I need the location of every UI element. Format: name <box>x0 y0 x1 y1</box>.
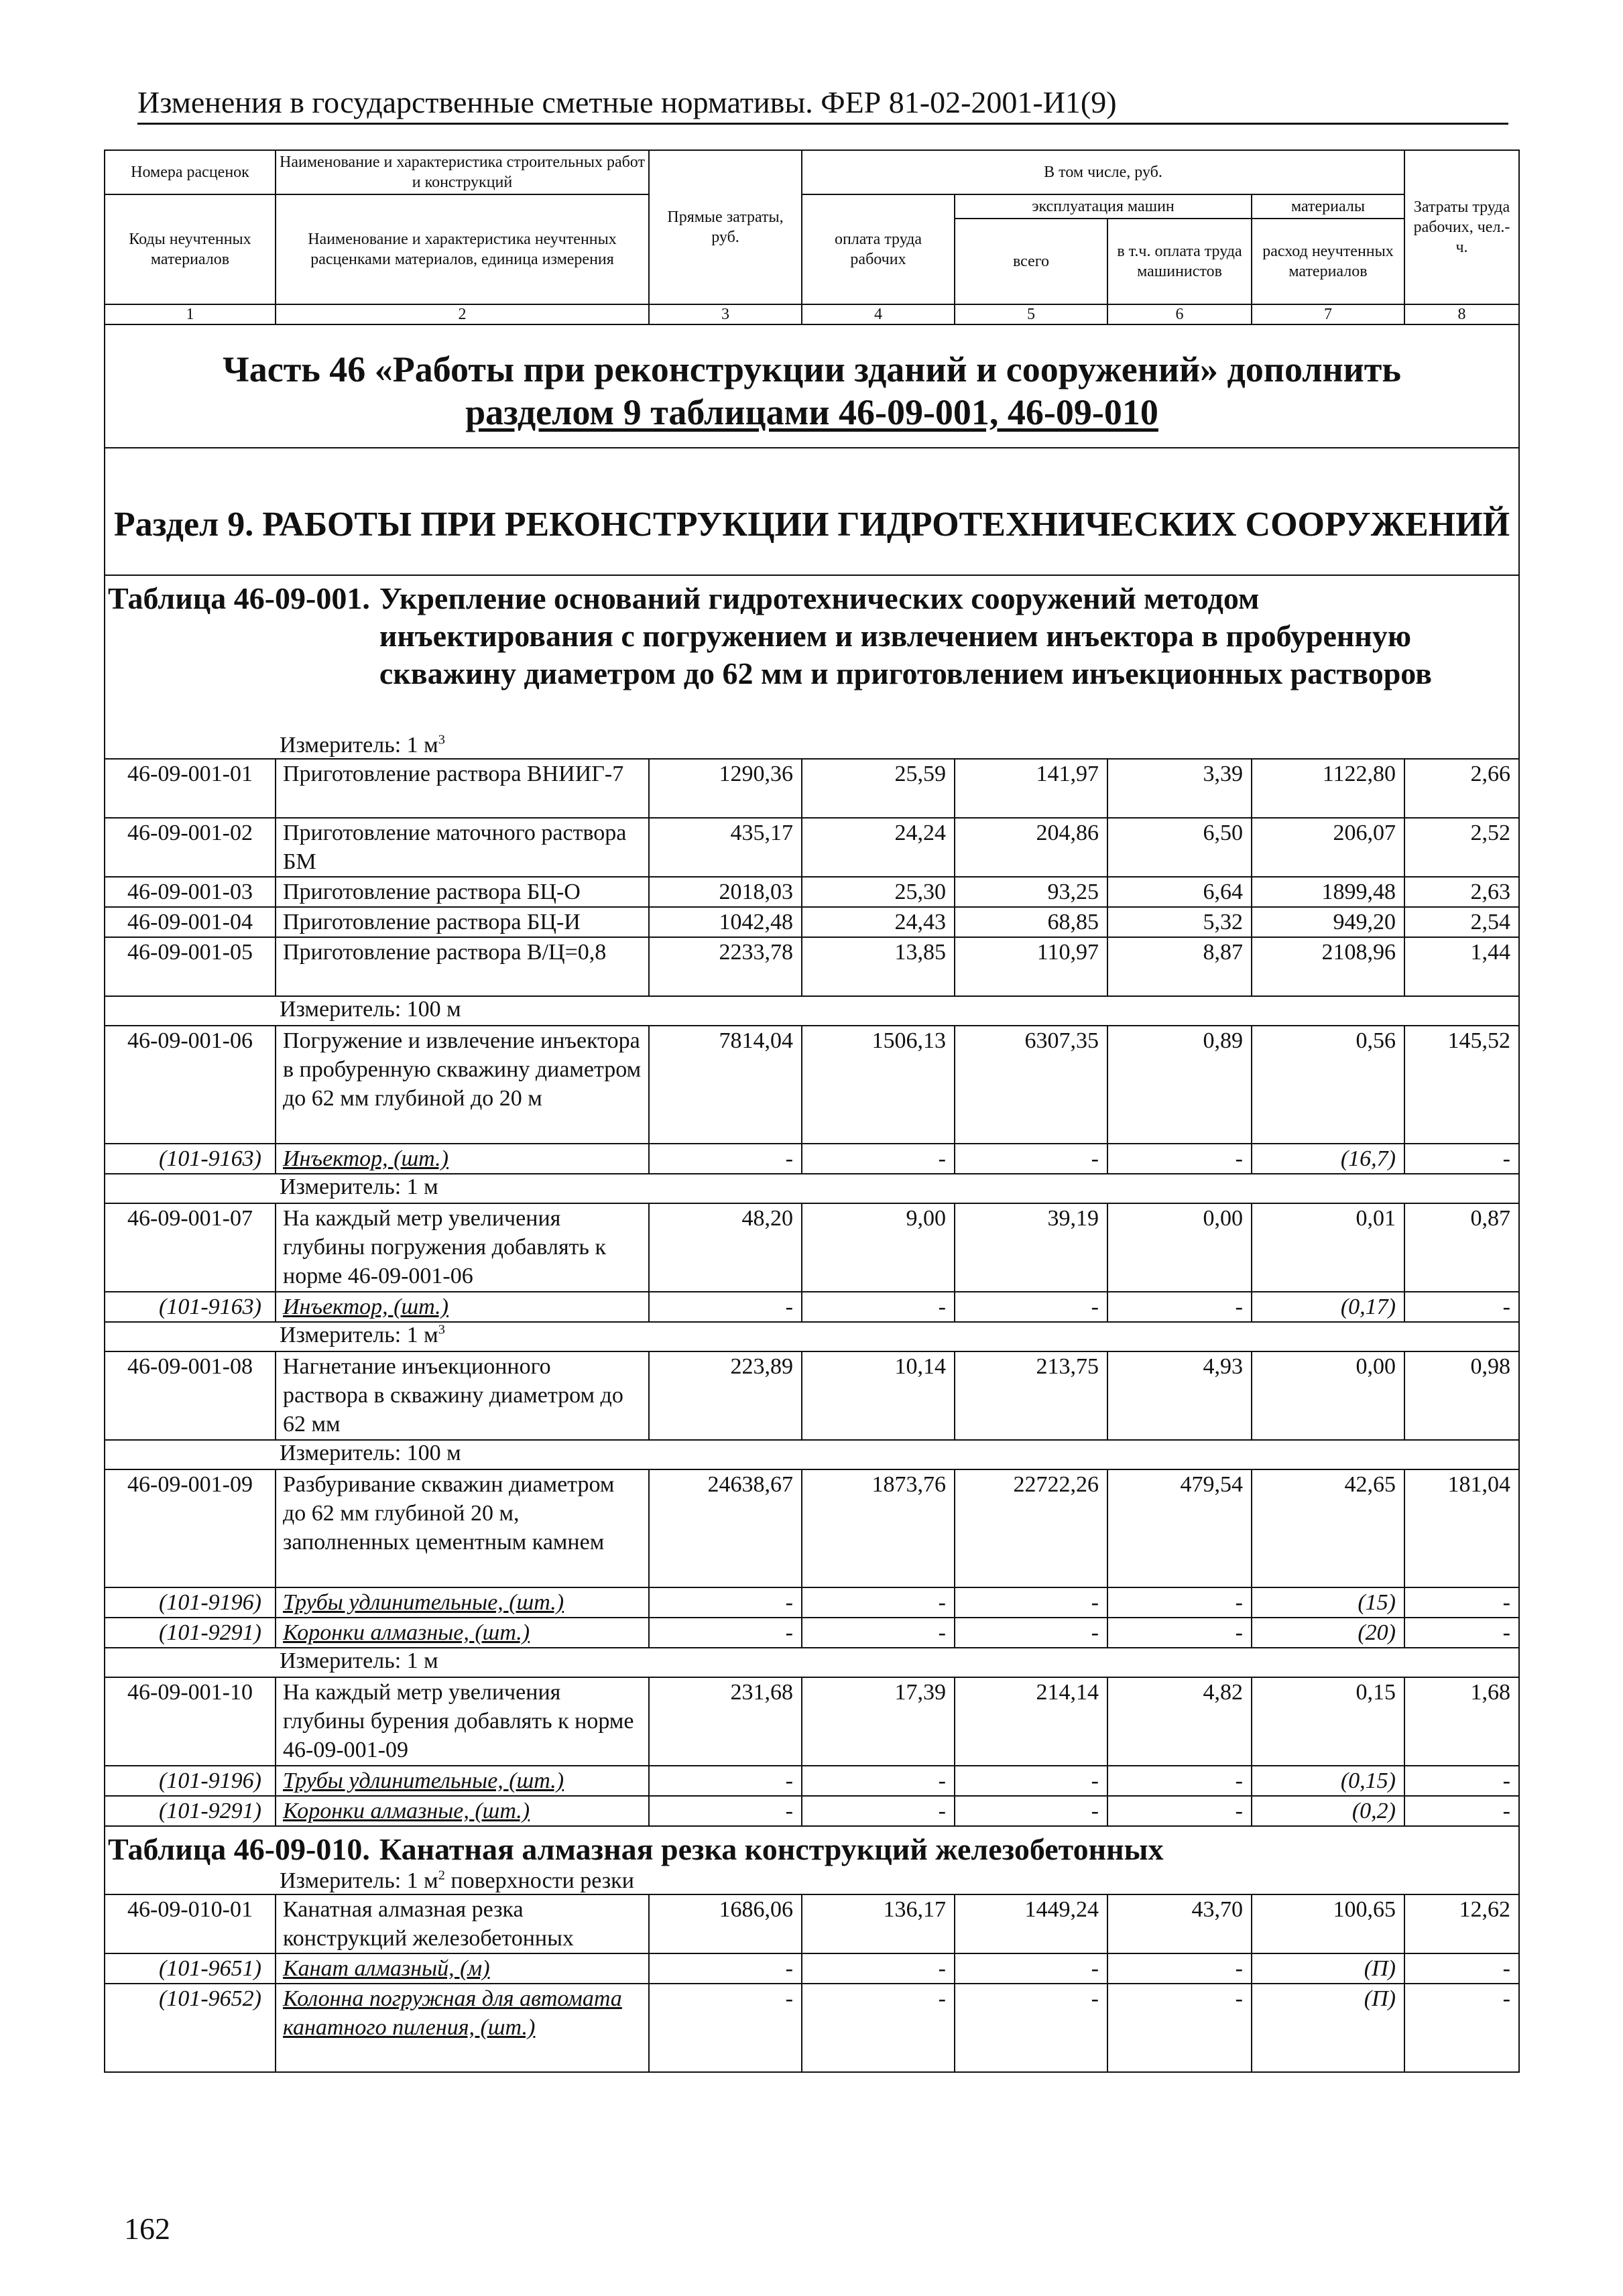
running-header: Изменения в государственные сметные нормативы. ФЕР 81-02-2001-И1(9) <box>137 86 1508 125</box>
meter-row <box>105 1440 1519 1469</box>
header-labor-hours: Затраты труда рабочих, чел.-ч. <box>1404 150 1519 304</box>
rate-code: 46-09-001-06 <box>105 1026 276 1144</box>
meter-text: Измеритель: 100 м <box>280 997 461 1022</box>
machines-total: - <box>955 1984 1107 2072</box>
direct-costs: 2018,03 <box>649 877 802 907</box>
material-name: Трубы удлинительные, (шт.) <box>276 1766 649 1796</box>
column-number: 8 <box>1404 304 1519 324</box>
machines-total: 213,75 <box>955 1351 1107 1440</box>
rate-code: 46-09-001-01 <box>105 759 276 818</box>
header-rate-numbers: Номера расценок <box>105 150 276 194</box>
material-name: Колонна погружная для автомата канатного пиления, (шт.) <box>276 1984 649 2072</box>
materials-cost: 0,00 <box>1252 1351 1404 1440</box>
materials-cost: 0,56 <box>1252 1026 1404 1144</box>
material-consumption: (15) <box>1252 1587 1404 1618</box>
table-row <box>105 1469 1519 1587</box>
material-consumption: (0,2) <box>1252 1796 1404 1826</box>
table-row <box>105 1026 1519 1144</box>
direct-costs: - <box>649 1766 802 1796</box>
rate-code: 46-09-001-10 <box>105 1677 276 1766</box>
header-direct-costs: Прямые затраты, руб. <box>649 150 802 304</box>
machines-total: - <box>955 1796 1107 1826</box>
header-material-name: Наименование и характеристика неучтенных расценками материалов, единица измерения <box>276 194 649 304</box>
meter-superscript: 3 <box>438 1322 445 1337</box>
rate-name: Приготовление раствора ВНИИГ-7 <box>276 759 649 818</box>
rate-code: 46-09-001-08 <box>105 1351 276 1440</box>
header-materials: материалы <box>1252 194 1404 219</box>
machinist-pay: 8,87 <box>1107 937 1252 996</box>
rate-code: 46-09-001-09 <box>105 1469 276 1587</box>
machines-total: - <box>955 1618 1107 1648</box>
direct-costs: 223,89 <box>649 1351 802 1440</box>
materials-cost: 206,07 <box>1252 818 1404 877</box>
material-consumption: (П) <box>1252 1953 1404 1984</box>
labor-hours: 2,66 <box>1404 759 1519 818</box>
material-code: (101-9196) <box>105 1766 276 1796</box>
machinist-pay: - <box>1107 1984 1252 2072</box>
direct-costs: - <box>649 1144 802 1174</box>
meter-text: Измеритель: 1 м <box>280 1174 438 1199</box>
worker-pay: 13,85 <box>802 937 955 996</box>
meter-row <box>105 733 1519 759</box>
rate-code: 46-09-001-04 <box>105 907 276 937</box>
materials-cost: 0,01 <box>1252 1203 1404 1292</box>
materials-cost: 0,15 <box>1252 1677 1404 1766</box>
column-number: 6 <box>1107 304 1252 324</box>
table-row <box>105 1351 1519 1440</box>
meter-superscript: 3 <box>438 733 445 747</box>
machines-total: - <box>955 1144 1107 1174</box>
labor-hours: 145,52 <box>1404 1026 1519 1144</box>
material-code: (101-9163) <box>105 1144 276 1174</box>
direct-costs: 1686,06 <box>649 1894 802 1953</box>
material-code: (101-9291) <box>105 1796 276 1826</box>
material-name: Трубы удлинительные, (шт.) <box>276 1587 649 1618</box>
material-row <box>105 1144 1519 1174</box>
material-name: Коронки алмазные, (шт.) <box>276 1796 649 1826</box>
rate-name: На каждый метр увеличения глубины погружения добавлять к норме 46-09-001-06 <box>276 1203 649 1292</box>
table-label: Таблица 46-09-001. <box>108 581 370 615</box>
worker-pay: 1506,13 <box>802 1026 955 1144</box>
material-code: (101-9291) <box>105 1618 276 1648</box>
machinist-pay: 6,50 <box>1107 818 1252 877</box>
worker-pay: 25,59 <box>802 759 955 818</box>
machinist-pay: 0,00 <box>1107 1203 1252 1292</box>
header-material-codes: Коды неучтенных материалов <box>105 194 276 304</box>
worker-pay: - <box>802 1796 955 1826</box>
column-number: 3 <box>649 304 802 324</box>
page-number: 162 <box>124 2212 170 2246</box>
labor-hours: - <box>1404 1144 1519 1174</box>
material-name: Инъектор, (шт.) <box>276 1292 649 1322</box>
table-row <box>105 937 1519 996</box>
table-row <box>105 1894 1519 1953</box>
materials-cost: 42,65 <box>1252 1469 1404 1587</box>
material-name: Канат алмазный, (м) <box>276 1953 649 1984</box>
worker-pay: 17,39 <box>802 1677 955 1766</box>
direct-costs: 1290,36 <box>649 759 802 818</box>
labor-hours: - <box>1404 1984 1519 2072</box>
meter-row <box>105 1868 1519 1894</box>
machines-total: 204,86 <box>955 818 1107 877</box>
rate-name: Нагнетание инъекционного раствора в скважину диаметром до 62 мм <box>276 1351 649 1440</box>
worker-pay: - <box>802 1292 955 1322</box>
worker-pay: 136,17 <box>802 1894 955 1953</box>
meter-row <box>105 1174 1519 1203</box>
machines-total: - <box>955 1292 1107 1322</box>
header-unaccounted-materials: расход неучтенных материалов <box>1252 219 1404 304</box>
machinist-pay: - <box>1107 1796 1252 1826</box>
machinist-pay: 4,93 <box>1107 1351 1252 1440</box>
direct-costs: - <box>649 1953 802 1984</box>
material-row <box>105 1292 1519 1322</box>
part-banner <box>105 324 1519 448</box>
rate-code: 46-09-001-02 <box>105 818 276 877</box>
meter-text: Измеритель: 1 м <box>280 1868 438 1893</box>
material-code: (101-9163) <box>105 1292 276 1322</box>
rate-name: Канатная алмазная резка конструкций железобетонных <box>276 1894 649 1953</box>
machines-total: - <box>955 1766 1107 1796</box>
header-worker-pay: оплата труда рабочих <box>802 194 955 304</box>
machines-total: 6307,35 <box>955 1026 1107 1144</box>
direct-costs: 48,20 <box>649 1203 802 1292</box>
machines-total: 22722,26 <box>955 1469 1107 1587</box>
rate-name: Погружение и извлечение инъектора в пробуренную скважину диаметром до 62 мм глубиной до 20 м <box>276 1026 649 1144</box>
direct-costs: - <box>649 1587 802 1618</box>
column-number: 7 <box>1252 304 1404 324</box>
meter-text: Измеритель: 100 м <box>280 1441 461 1465</box>
direct-costs: 435,17 <box>649 818 802 877</box>
material-row <box>105 1587 1519 1618</box>
material-row <box>105 1766 1519 1796</box>
labor-hours: 2,52 <box>1404 818 1519 877</box>
materials-cost: 100,65 <box>1252 1894 1404 1953</box>
direct-costs: 2233,78 <box>649 937 802 996</box>
machinist-pay: - <box>1107 1618 1252 1648</box>
material-row <box>105 1953 1519 1984</box>
material-code: (101-9652) <box>105 1984 276 2072</box>
machinist-pay: 5,32 <box>1107 907 1252 937</box>
rate-code: 46-09-001-05 <box>105 937 276 996</box>
machines-total: 1449,24 <box>955 1894 1107 1953</box>
labor-hours: 1,44 <box>1404 937 1519 996</box>
column-number: 4 <box>802 304 955 324</box>
labor-hours: - <box>1404 1796 1519 1826</box>
meter-text: Измеритель: 1 м <box>280 733 438 758</box>
direct-costs: 24638,67 <box>649 1469 802 1587</box>
direct-costs: - <box>649 1984 802 2072</box>
meter-text: Измеритель: 1 м <box>280 1323 438 1347</box>
machinist-pay: 6,64 <box>1107 877 1252 907</box>
direct-costs: 7814,04 <box>649 1026 802 1144</box>
direct-costs: 1042,48 <box>649 907 802 937</box>
table-row <box>105 818 1519 877</box>
section-title: Раздел 9. РАБОТЫ ПРИ РЕКОНСТРУКЦИИ ГИДРОТЕХНИЧЕСКИХ СООРУЖЕНИЙ <box>105 448 1519 575</box>
material-consumption: (0,15) <box>1252 1766 1404 1796</box>
header-machine-operation: эксплуатация машин <box>955 194 1252 219</box>
direct-costs: - <box>649 1618 802 1648</box>
column-number: 1 <box>105 304 276 324</box>
meter-row <box>105 996 1519 1026</box>
rate-name: Приготовление раствора В/Ц=0,8 <box>276 937 649 996</box>
material-code: (101-9196) <box>105 1587 276 1618</box>
table-title-text: Канатная алмазная резка конструкций железобетонных <box>379 1832 1164 1866</box>
materials-cost: 949,20 <box>1252 907 1404 937</box>
labor-hours: 0,87 <box>1404 1203 1519 1292</box>
worker-pay: 1873,76 <box>802 1469 955 1587</box>
header-machines-total: всего <box>955 219 1107 304</box>
worker-pay: - <box>802 1953 955 1984</box>
column-number: 2 <box>276 304 649 324</box>
materials-cost: 2108,96 <box>1252 937 1404 996</box>
labor-hours: - <box>1404 1766 1519 1796</box>
machines-total: 141,97 <box>955 759 1107 818</box>
machines-total: - <box>955 1587 1107 1618</box>
material-name: Инъектор, (шт.) <box>276 1144 649 1174</box>
meter-text: Измеритель: 1 м <box>280 1648 438 1673</box>
material-row <box>105 1984 1519 2072</box>
labor-hours: - <box>1404 1618 1519 1648</box>
table-46-09-010-title <box>105 1826 1519 1868</box>
labor-hours: - <box>1404 1292 1519 1322</box>
direct-costs: 231,68 <box>649 1677 802 1766</box>
rate-name: Приготовление раствора БЦ-И <box>276 907 649 937</box>
machinist-pay: - <box>1107 1766 1252 1796</box>
rate-code: 46-09-010-01 <box>105 1894 276 1953</box>
material-consumption: (16,7) <box>1252 1144 1404 1174</box>
material-consumption: (0,17) <box>1252 1292 1404 1322</box>
machines-total: 68,85 <box>955 907 1107 937</box>
rate-name: Приготовление маточного раствора БМ <box>276 818 649 877</box>
machinist-pay: 479,54 <box>1107 1469 1252 1587</box>
direct-costs: - <box>649 1796 802 1826</box>
table-label: Таблица 46-09-010. <box>108 1832 370 1866</box>
worker-pay: - <box>802 1766 955 1796</box>
labor-hours: - <box>1404 1587 1519 1618</box>
rate-name: На каждый метр увеличения глубины бурения добавлять к норме 46-09-001-09 <box>276 1677 649 1766</box>
machinist-pay: 0,89 <box>1107 1026 1252 1144</box>
machinist-pay: - <box>1107 1144 1252 1174</box>
rate-name: Приготовление раствора БЦ-О <box>276 877 649 907</box>
machines-total: 39,19 <box>955 1203 1107 1292</box>
worker-pay: - <box>802 1618 955 1648</box>
part-banner-line2: разделом 9 таблицами 46-09-001, 46-09-010 <box>465 392 1158 432</box>
table-row <box>105 877 1519 907</box>
materials-cost: 1899,48 <box>1252 877 1404 907</box>
worker-pay: 10,14 <box>802 1351 955 1440</box>
labor-hours: - <box>1404 1953 1519 1984</box>
material-code: (101-9651) <box>105 1953 276 1984</box>
table-title-text: Укрепление оснований гидротехнических сооружений методом инъектирования с погружением и извлечением инъектора в пробуренную скважину диаметром до 62 мм и приготовлением инъекционных растворов <box>379 581 1432 690</box>
materials-cost: 1122,80 <box>1252 759 1404 818</box>
table-row <box>105 907 1519 937</box>
material-consumption: (20) <box>1252 1618 1404 1648</box>
rate-code: 46-09-001-03 <box>105 877 276 907</box>
rate-code: 46-09-001-07 <box>105 1203 276 1292</box>
labor-hours: 181,04 <box>1404 1469 1519 1587</box>
machines-total: 110,97 <box>955 937 1107 996</box>
column-number: 5 <box>955 304 1107 324</box>
machinist-pay: - <box>1107 1953 1252 1984</box>
labor-hours: 2,54 <box>1404 907 1519 937</box>
machinist-pay: 4,82 <box>1107 1677 1252 1766</box>
material-consumption: (П) <box>1252 1984 1404 2072</box>
meter-text-tail: поверхности резки <box>444 1868 634 1893</box>
machines-total: 214,14 <box>955 1677 1107 1766</box>
machines-total: - <box>955 1953 1107 1984</box>
rate-name: Разбуривание скважин диаметром до 62 мм глубиной 20 м, заполненных цементным камнем <box>276 1469 649 1587</box>
rates-table <box>104 149 1520 2073</box>
worker-pay: - <box>802 1984 955 2072</box>
material-row <box>105 1796 1519 1826</box>
table-row <box>105 1203 1519 1292</box>
machinist-pay: 3,39 <box>1107 759 1252 818</box>
labor-hours: 2,63 <box>1404 877 1519 907</box>
labor-hours: 0,98 <box>1404 1351 1519 1440</box>
header-machinist-pay: в т.ч. оплата труда машинистов <box>1107 219 1252 304</box>
meter-superscript: 2 <box>438 1868 445 1883</box>
table-row <box>105 759 1519 818</box>
labor-hours: 1,68 <box>1404 1677 1519 1766</box>
machinist-pay: 43,70 <box>1107 1894 1252 1953</box>
machinist-pay: - <box>1107 1587 1252 1618</box>
worker-pay: - <box>802 1587 955 1618</box>
material-row <box>105 1618 1519 1648</box>
header-work-name: Наименование и характеристика строительных работ и конструкций <box>276 150 649 194</box>
worker-pay: 24,43 <box>802 907 955 937</box>
meter-row <box>105 1322 1519 1351</box>
machines-total: 93,25 <box>955 877 1107 907</box>
worker-pay: 24,24 <box>802 818 955 877</box>
labor-hours: 12,62 <box>1404 1894 1519 1953</box>
worker-pay: - <box>802 1144 955 1174</box>
worker-pay: 25,30 <box>802 877 955 907</box>
table-row <box>105 1677 1519 1766</box>
direct-costs: - <box>649 1292 802 1322</box>
worker-pay: 9,00 <box>802 1203 955 1292</box>
machinist-pay: - <box>1107 1292 1252 1322</box>
header-including: В том числе, руб. <box>802 150 1404 194</box>
table-46-09-001-title <box>105 575 1519 733</box>
part-banner-line1: Часть 46 «Работы при реконструкции зданий и сооружений» дополнить <box>223 349 1401 389</box>
meter-row <box>105 1648 1519 1677</box>
material-name: Коронки алмазные, (шт.) <box>276 1618 649 1648</box>
